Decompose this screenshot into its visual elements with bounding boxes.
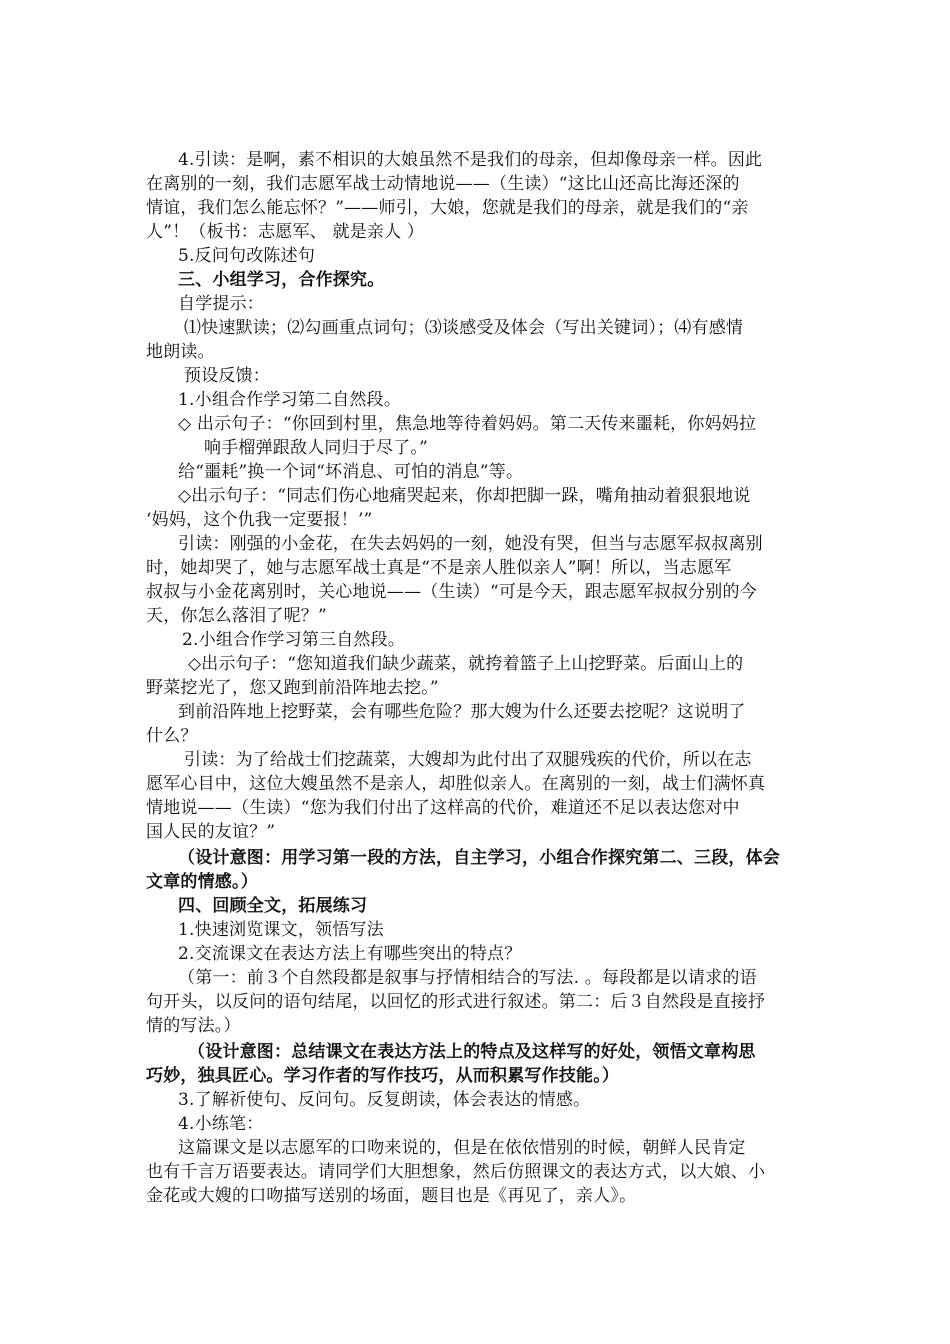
design-intent-note: 巧妙，独具匠心。学习作者的写作技巧，从而积累写作技能。） [146,1066,620,1086]
section-heading: 三、小组学习，合作探究。 [178,270,385,290]
text-line: 5.反问句改陈述句 [178,246,316,266]
text-line: 什么？ [146,726,198,746]
text-line: 在离别的一刻，我们志愿军战士动情地说——（生读）“这比山还高比海还深的 [146,174,740,194]
text-line: 人”！（板书：志愿军、 就是亲人 ） [146,222,425,242]
design-intent-note: （设计意图：用学习第一段的方法，自主学习，小组合作探究第二、三段，体会 [178,848,780,868]
text-line: 时，她却哭了，她与志愿军战士真是“不是亲人胜似亲人”啊！所以，当志愿军 [146,558,732,578]
text-line: 自学提示： [178,294,264,314]
text-line: 情地说——（生读）“您为我们付出了这样高的代价，难道还不足以表达您对中 [146,798,740,818]
text-line: 2.小组合作学习第三自然段。 [182,630,406,650]
text-line: 野菜挖光了，您又跑到前沿阵地去挖。” [146,678,439,698]
text-line: 3.了解祈使句、反问句。反复朗读，体会表达的情感。 [178,1090,591,1110]
text-line: 愿军心目中，这位大嫂虽然不是亲人，却胜似亲人。在离别的一刻，战士们满怀真 [146,774,766,794]
text-line: 4.小练笔： [178,1114,264,1134]
text-line: ⑴快速默读；⑵勾画重点词句；⑶谈感受及体会（写出关键词）；⑷有感情 [184,318,744,338]
text-line: ◇出示句子：“您知道我们缺少蔬菜，就挎着篮子上山挖野菜。后面山上的 [188,654,744,674]
text-line: 引读：刚强的小金花，在失去妈妈的一刻，她没有哭，但当与志愿军叔叔离别 [178,534,763,554]
text-line: ◇ 出示句子：“你回到村里，焦急地等待着妈妈。第二天传来噩耗，你妈妈拉 [178,414,757,434]
text-line: 天，你怎么落泪了呢？” [146,606,327,626]
text-line: 也有千言万语要表达。请同学们大胆想象，然后仿照课文的表达方式，以大娘、小 [146,1162,766,1182]
text-line: 句开头，以反问的语句结尾，以回忆的形式进行叙述。第二：后３自然段是直接抒 [146,992,766,1012]
text-line: 给“噩耗”换一个词“坏消息、可怕的消息”等。 [178,462,524,482]
text-line: 到前沿阵地上挖野菜，会有哪些危险？那大嫂为什么还要去挖呢？这说明了 [178,702,746,722]
text-line: 国人民的友谊？” [146,822,276,842]
text-line: 这篇课文是以志愿军的口吻来说的，但是在依依惜别的时候，朝鲜人民肯定 [178,1138,746,1158]
text-line: 1.小组合作学习第二自然段。 [178,390,402,410]
text-line: 预设反馈： [184,366,270,386]
text-line: ‘妈妈，这个仇我一定要报！’” [146,510,373,530]
text-line: 引读：为了给战士们挖蔬菜，大嫂却为此付出了双腿残疾的代价，所以在志 [184,750,752,770]
section-heading: 四、回顾全文，拓展练习 [178,896,368,916]
design-intent-note: 文章的情感。） [146,872,258,892]
text-line: 1.快速浏览课文，领悟写法 [178,920,384,940]
design-intent-note: （设计意图：总结课文在表达方法上的特点及这样写的好处，领悟文章构思 [188,1042,756,1062]
text-line: ◇出示句子：“同志们伤心地痛哭起来，你却把脚一跺，嘴角抽动着狠狠地说 [178,486,751,506]
text-line: 叔叔与小金花离别时，关心地说——（生读）“可是今天，跟志愿军叔叔分别的今 [146,582,757,602]
text-line: 情的写法。） [146,1016,241,1036]
text-line: 2.交流课文在表达方法上有哪些突出的特点？ [178,944,522,964]
text-line: 4.引读：是啊，素不相识的大娘虽然不是我们的母亲，但却像母亲一样。因此 [178,150,763,170]
text-line: 响手榴弹跟敌人同归于尽了。” [204,438,428,458]
text-line: 地朗读。 [146,342,215,362]
text-line: （第一：前３个自然段都是叙事与抒情相结合的写法. 。每段都是以请求的语 [178,968,757,988]
text-line: 情谊，我们怎么能忘怀？”——师引，大娘，您就是我们的母亲，就是我们的“亲 [146,198,749,218]
text-line: 金花或大嫂的口吻描写送别的场面，题目也是《再见了，亲人》。 [146,1186,637,1206]
